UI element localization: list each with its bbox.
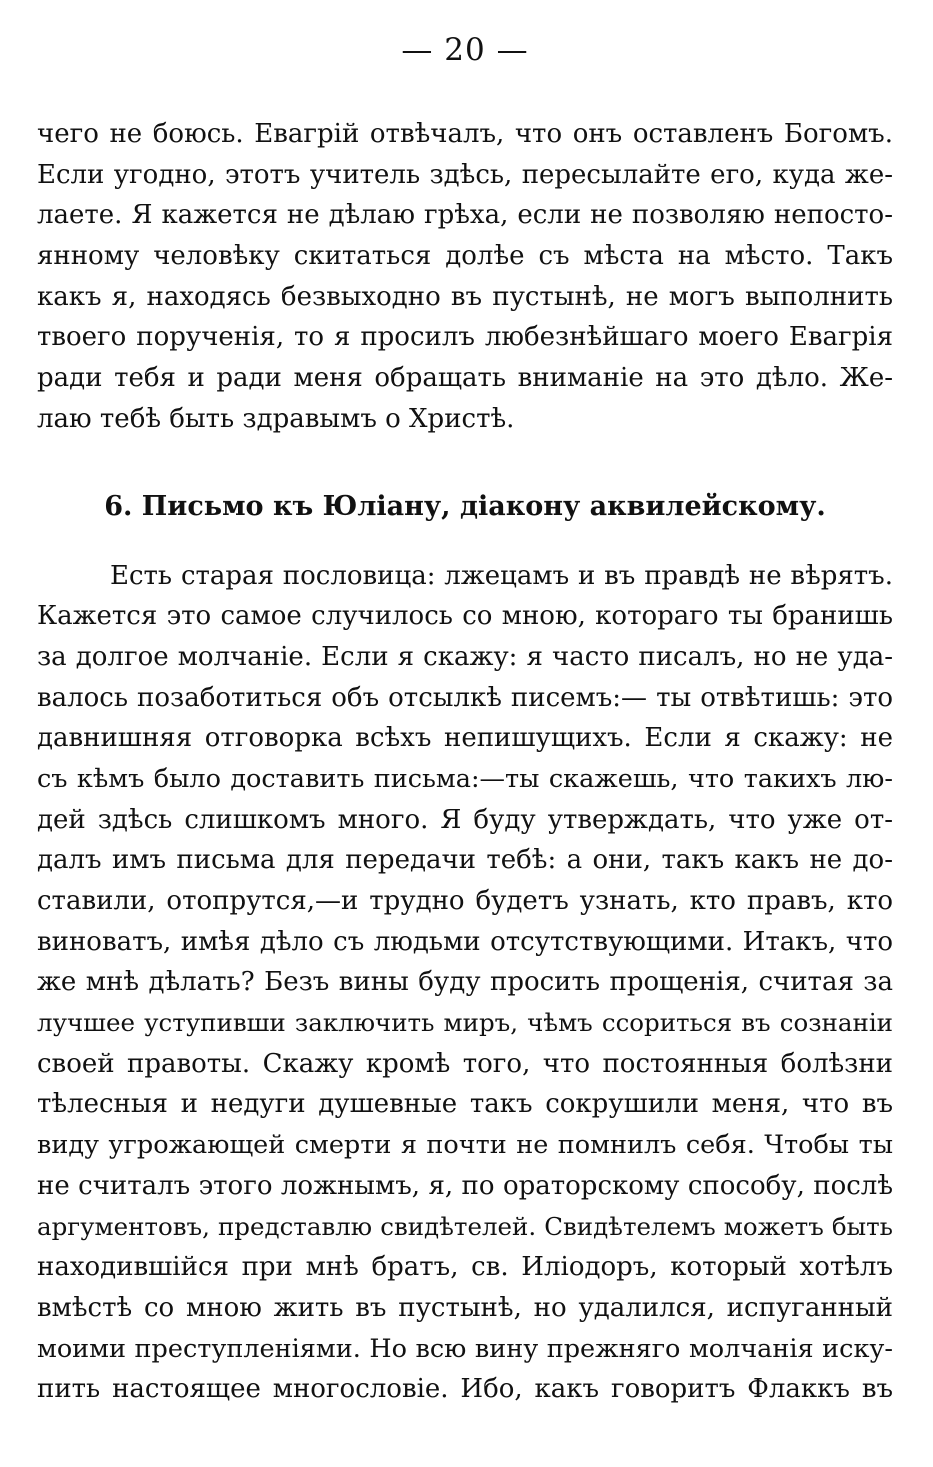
section-heading: 6. Письмо къ Юліану, діакону аквилейскому.: [104, 490, 826, 522]
text-line: лучшее уступивши заключить миръ, чѣмъ ссориться въ сознаніи: [37, 1008, 893, 1038]
text-line: виноватъ, имѣя дѣло съ людьми отсутствующими. Итакъ, что: [37, 926, 893, 957]
text-line: твоего порученія, то я просилъ любезнѣйшаго моего Евагрія: [37, 322, 893, 353]
text-line: далъ имъ письма для передачи тебѣ: а они, такъ какъ не до-: [37, 845, 893, 876]
text-line: своей правоты. Скажу кромѣ того, что постоянныя болѣзни: [37, 1048, 893, 1079]
text-line: находившійся при мнѣ братъ, св. Иліодоръ, который хотѣлъ: [37, 1252, 893, 1283]
text-line: съ кѣмъ было доставить письма:—ты скажешь, что такихъ лю-: [37, 763, 893, 794]
text-line: аргументовъ, представлю свидѣтелей. Свидѣтелемъ можетъ быть: [37, 1211, 893, 1241]
text-line: тѣлесныя и недуги душевные такъ сокрушили меня, что въ: [37, 1089, 893, 1120]
text-line: янному человѣку скитаться долѣе съ мѣста на мѣсто. Такъ: [37, 241, 893, 272]
text-line: ради тебя и ради меня обращать вниманіе на это дѣло. Же-: [37, 363, 893, 394]
text-line: дей здѣсь слишкомъ много. Я буду утверждать, что уже от-: [37, 804, 893, 835]
text-line: вмѣстѣ со мною жить въ пустынѣ, но удалился, испуганный: [37, 1292, 893, 1323]
text-line: валось позаботиться объ отсылкѣ писемъ:— ты отвѣтишь: это: [37, 682, 893, 713]
text-line: Если угодно, этотъ учитель здѣсь, пересылайте его, куда же-: [37, 159, 893, 190]
page-number: — 20 —: [401, 32, 529, 68]
continued-paragraph: [37, 114, 893, 440]
letter-paragraph: [37, 556, 893, 1410]
text-line: ставили, отопрутся,—и трудно будетъ узнать, кто правъ, кто: [37, 886, 893, 916]
text-line: Есть старая пословица: лжецамъ и въ правдѣ не вѣрятъ.: [110, 560, 893, 591]
text-line: за долгое молчаніе. Если я скажу: я часто писалъ, но не уда-: [37, 641, 893, 672]
text-line: лаете. Я кажется не дѣлаю грѣха, если не позволяю непосто-: [37, 200, 893, 231]
text-line: не считалъ этого ложнымъ, я, по ораторскому способу, послѣ: [37, 1170, 893, 1201]
text-line: Кажется это самое случилось со мною, котораго ты бранишь: [37, 601, 893, 632]
text-line: моими преступленіями. Но всю вину прежняго молчанія иску-: [37, 1333, 893, 1364]
text-line: давнишняя отговорка всѣхъ непишущихъ. Если я скажу: не: [37, 723, 893, 754]
book-page: [37, 28, 893, 1410]
text-line: чего не боюсь. Евагрій отвѣчалъ, что онъ оставленъ Богомъ.: [37, 119, 893, 149]
text-line: какъ я, находясь безвыходно въ пустынѣ, не могъ выполнить: [37, 281, 893, 312]
text-line: виду угрожающей смерти я почти не помнилъ себя. Чтобы ты: [37, 1130, 893, 1161]
text-line: лаю тебѣ быть здравымъ о Христѣ.: [37, 403, 515, 434]
text-line: пить настоящее многословіе. Ибо, какъ говоритъ Флаккъ въ: [37, 1374, 893, 1405]
text-line: же мнѣ дѣлать? Безъ вины буду просить прощенія, считая за: [37, 967, 893, 998]
